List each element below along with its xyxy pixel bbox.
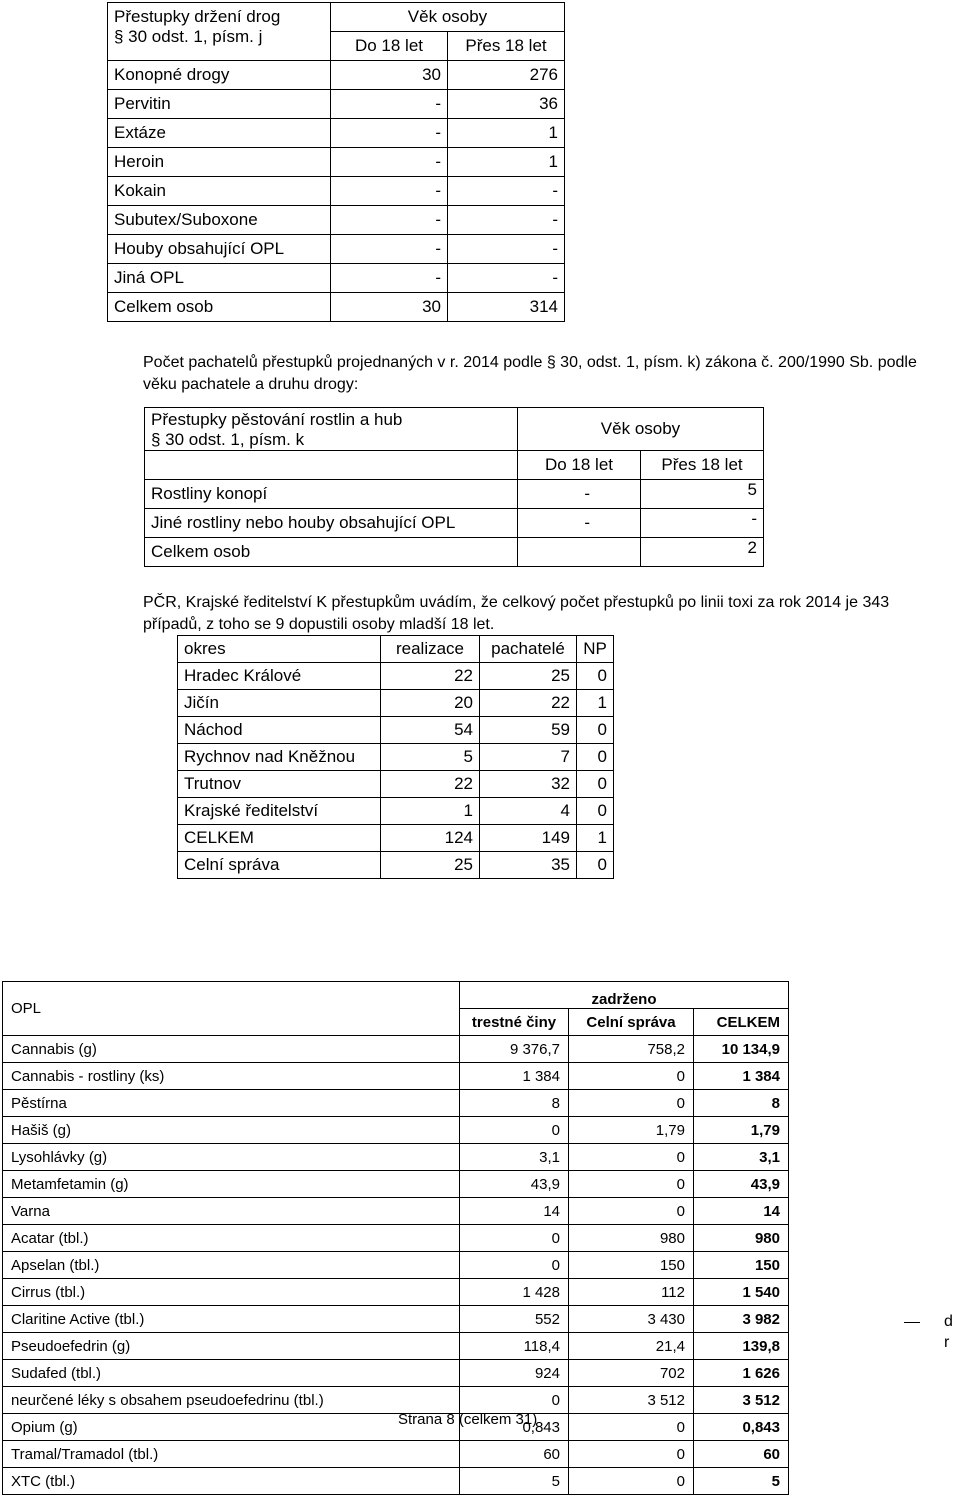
table-cell: 14	[460, 1198, 569, 1225]
row-label: Sudafed (tbl.)	[3, 1360, 460, 1387]
paragraph-police-note: PČR, Krajské ředitelství K přestupkům uvádím, že celkový počet přestupků po linii toxi za rok 2014 je 343 případů, z toho se 9 dopustili osoby mladší 18 let.	[143, 594, 890, 633]
table-cell: 43,9	[694, 1171, 789, 1198]
cell-over18: -	[448, 206, 565, 235]
cell-over18: 1	[448, 148, 565, 177]
table-row	[3, 1252, 789, 1279]
table-row	[3, 1360, 789, 1387]
table-row	[3, 1279, 789, 1306]
side-letter-r: r	[944, 1334, 950, 1351]
table-row	[178, 717, 614, 744]
table-row	[108, 206, 565, 235]
row-label: Konopné drogy	[108, 61, 331, 90]
cell-over18: 36	[448, 90, 565, 119]
table-cell: 3 982	[694, 1306, 789, 1333]
table-cell: 0,843	[460, 1414, 569, 1441]
table-row	[178, 825, 614, 852]
table-cell: 1,79	[569, 1117, 694, 1144]
cell-over18: 276	[448, 61, 565, 90]
table2-title: Přestupky pěstování rostlin a hub § 30 odst. 1, písm. k	[145, 408, 518, 451]
table-cell: 0,843	[694, 1414, 789, 1441]
table4-group-header: zadrženo	[460, 982, 789, 1009]
table-row	[3, 1225, 789, 1252]
table-row	[3, 1306, 789, 1333]
row-label: Jičín	[178, 690, 381, 717]
table-cell: 0	[569, 1198, 694, 1225]
table1-body	[108, 61, 565, 322]
table-cell: 1 626	[694, 1360, 789, 1387]
row-label: Houby obsahující OPL	[108, 235, 331, 264]
cell-under18: 30	[331, 61, 448, 90]
paragraph-cultivation-intro: Počet pachatelů přestupků projednaných v r. 2014 podle § 30, odst. 1, písm. k) zákona č. 200/1990 Sb. podle věku pachatele a druhu drogy:	[143, 354, 917, 393]
table-row	[3, 1090, 789, 1117]
table1-col-over18: Přes 18 let	[448, 32, 565, 61]
table-cell: 8	[694, 1090, 789, 1117]
cell-under18: -	[331, 177, 448, 206]
table-cell: 0	[460, 1117, 569, 1144]
table-cell: 758,2	[569, 1036, 694, 1063]
table-cell: 60	[460, 1441, 569, 1468]
table-cell: 0	[460, 1252, 569, 1279]
row-label: Tramal/Tramadol (tbl.)	[3, 1441, 460, 1468]
table-row	[3, 1441, 789, 1468]
table-row	[108, 264, 565, 293]
table-row	[3, 1171, 789, 1198]
table2-col-under18: Do 18 let	[518, 451, 641, 480]
table-cell: 54	[381, 717, 480, 744]
column-header: trestné činy	[460, 1009, 569, 1036]
table1-title: Přestupky držení drog § 30 odst. 1, písm. j	[108, 3, 331, 61]
column-header: pachatelé	[480, 636, 577, 663]
cell-over18: 2	[641, 538, 764, 567]
table-cell: 35	[480, 852, 577, 879]
table-cell: 0	[569, 1441, 694, 1468]
table-cell: 0	[460, 1225, 569, 1252]
table1-age-header: Věk osoby	[331, 3, 565, 32]
table-cell: 0	[569, 1144, 694, 1171]
district-table	[177, 635, 614, 879]
table-cell: 10 134,9	[694, 1036, 789, 1063]
table-row	[3, 1333, 789, 1360]
row-label: Cannabis (g)	[3, 1036, 460, 1063]
table-cell: 43,9	[460, 1171, 569, 1198]
table-cell: 1 428	[460, 1279, 569, 1306]
table-cell: 3 430	[569, 1306, 694, 1333]
row-label: Acatar (tbl.)	[3, 1225, 460, 1252]
table-cell: 5	[460, 1468, 569, 1495]
row-label: Celkem osob	[145, 538, 518, 567]
cell-under18: -	[518, 509, 641, 538]
table-cell: 1 384	[460, 1063, 569, 1090]
table-row	[145, 509, 764, 538]
table-row	[178, 771, 614, 798]
table-cell: 0	[569, 1063, 694, 1090]
table-cell: 702	[569, 1360, 694, 1387]
table-row	[3, 1117, 789, 1144]
row-label: Pervitin	[108, 90, 331, 119]
side-dash	[904, 1322, 920, 1323]
table-row	[3, 1387, 789, 1414]
page-footer: Strana 8 (celkem 31)	[398, 1411, 538, 1428]
table-row	[108, 235, 565, 264]
cell-under18	[518, 538, 641, 567]
table-row	[3, 1198, 789, 1225]
column-header: Celní správa	[569, 1009, 694, 1036]
table-cell: 60	[694, 1441, 789, 1468]
table-cell: 1	[381, 798, 480, 825]
seizure-table	[2, 981, 789, 1495]
table-cell: 14	[694, 1198, 789, 1225]
table-cell: 139,8	[694, 1333, 789, 1360]
table-cell: 924	[460, 1360, 569, 1387]
cell-under18: 30	[331, 293, 448, 322]
table-row	[178, 744, 614, 771]
table-row	[178, 690, 614, 717]
drug-possession-table	[107, 2, 565, 322]
table-cell: 0	[577, 744, 614, 771]
table2-body	[145, 480, 764, 567]
row-label: Krajské ředitelství	[178, 798, 381, 825]
table-cell: 0	[460, 1387, 569, 1414]
table-cell: 149	[480, 825, 577, 852]
table-cell: 9 376,7	[460, 1036, 569, 1063]
table-cell: 0	[577, 771, 614, 798]
row-label: Jiná OPL	[108, 264, 331, 293]
cell-under18: -	[331, 119, 448, 148]
cell-under18: -	[331, 235, 448, 264]
table-row	[108, 148, 565, 177]
column-header: okres	[178, 636, 381, 663]
table-cell: 59	[480, 717, 577, 744]
table-cell: 3 512	[569, 1387, 694, 1414]
row-label: Claritine Active (tbl.)	[3, 1306, 460, 1333]
table1-col-under18: Do 18 let	[331, 32, 448, 61]
table-cell: 112	[569, 1279, 694, 1306]
column-header: realizace	[381, 636, 480, 663]
table-cell: 0	[577, 663, 614, 690]
table2-empty-cell	[145, 451, 518, 480]
cell-over18: 5	[641, 480, 764, 509]
row-label: Celkem osob	[108, 293, 331, 322]
cell-over18: -	[448, 177, 565, 206]
table-row	[108, 90, 565, 119]
table-cell: 150	[569, 1252, 694, 1279]
row-label: Trutnov	[178, 771, 381, 798]
row-label: Pseudoefedrin (g)	[3, 1333, 460, 1360]
table-cell: 0	[577, 852, 614, 879]
row-label: Subutex/Suboxone	[108, 206, 331, 235]
cultivation-table	[144, 407, 764, 567]
table-row	[178, 852, 614, 879]
table-cell: 5	[381, 744, 480, 771]
row-label: Cirrus (tbl.)	[3, 1279, 460, 1306]
cell-over18: 1	[448, 119, 565, 148]
table-cell: 0	[569, 1414, 694, 1441]
table-cell: 118,4	[460, 1333, 569, 1360]
row-label: Apselan (tbl.)	[3, 1252, 460, 1279]
table-row	[3, 1468, 789, 1495]
table4-body	[3, 1036, 789, 1495]
row-label: Extáze	[108, 119, 331, 148]
table-cell: 8	[460, 1090, 569, 1117]
table2-col-over18: Přes 18 let	[641, 451, 764, 480]
table-cell: 25	[381, 852, 480, 879]
table-row	[108, 119, 565, 148]
row-label: Rychnov nad Kněžnou	[178, 744, 381, 771]
table-cell: 22	[381, 771, 480, 798]
table-cell: 5	[694, 1468, 789, 1495]
table-cell: 0	[569, 1468, 694, 1495]
row-label: CELKEM	[178, 825, 381, 852]
side-letter-d: d	[944, 1313, 953, 1330]
table-cell: 22	[480, 690, 577, 717]
table-cell: 1	[577, 825, 614, 852]
table-cell: 1 384	[694, 1063, 789, 1090]
cell-under18: -	[331, 148, 448, 177]
row-label: Pěstírna	[3, 1090, 460, 1117]
table4-opl-header: OPL	[3, 982, 460, 1036]
row-label: Heroin	[108, 148, 331, 177]
row-label: XTC (tbl.)	[3, 1468, 460, 1495]
cell-under18: -	[331, 264, 448, 293]
table-cell: 1 540	[694, 1279, 789, 1306]
table-cell: 552	[460, 1306, 569, 1333]
row-label: Kokain	[108, 177, 331, 206]
table-row	[108, 177, 565, 206]
cell-under18: -	[518, 480, 641, 509]
table-cell: 3 512	[694, 1387, 789, 1414]
table-row	[178, 798, 614, 825]
table3-header-row	[178, 636, 614, 663]
table-cell: 32	[480, 771, 577, 798]
table-row	[3, 1144, 789, 1171]
column-header: NP	[577, 636, 614, 663]
table-cell: 980	[694, 1225, 789, 1252]
table-row	[3, 1036, 789, 1063]
table-cell: 4	[480, 798, 577, 825]
table-row	[145, 538, 764, 567]
table-cell: 3,1	[694, 1144, 789, 1171]
cell-over18: -	[448, 235, 565, 264]
table-cell: 0	[569, 1171, 694, 1198]
row-label: Varna	[3, 1198, 460, 1225]
table-cell: 3,1	[460, 1144, 569, 1171]
table-cell: 0	[577, 798, 614, 825]
row-label: Rostliny konopí	[145, 480, 518, 509]
column-header: CELKEM	[694, 1009, 789, 1036]
table-cell: 0	[577, 717, 614, 744]
row-label: Náchod	[178, 717, 381, 744]
row-label: Metamfetamin (g)	[3, 1171, 460, 1198]
table3-body	[178, 663, 614, 879]
row-label: Hradec Králové	[178, 663, 381, 690]
cell-over18: 314	[448, 293, 565, 322]
table-cell: 124	[381, 825, 480, 852]
cell-over18: -	[641, 509, 764, 538]
table-cell: 21,4	[569, 1333, 694, 1360]
row-label: Opium (g)	[3, 1414, 460, 1441]
table-cell: 22	[381, 663, 480, 690]
table-row	[108, 61, 565, 90]
table-row	[108, 293, 565, 322]
table-cell: 150	[694, 1252, 789, 1279]
table-row	[3, 1414, 789, 1441]
table-cell: 980	[569, 1225, 694, 1252]
table-cell: 1	[577, 690, 614, 717]
table-cell: 25	[480, 663, 577, 690]
row-label: Cannabis - rostliny (ks)	[3, 1063, 460, 1090]
table-row	[178, 663, 614, 690]
cell-over18: -	[448, 264, 565, 293]
row-label: Jiné rostliny nebo houby obsahující OPL	[145, 509, 518, 538]
row-label: Celní správa	[178, 852, 381, 879]
table-cell: 20	[381, 690, 480, 717]
cell-under18: -	[331, 206, 448, 235]
table-cell: 7	[480, 744, 577, 771]
table-cell: 0	[569, 1090, 694, 1117]
table-row	[3, 1063, 789, 1090]
row-label: Lysohlávky (g)	[3, 1144, 460, 1171]
table-cell: 1,79	[694, 1117, 789, 1144]
table-row	[145, 480, 764, 509]
table2-age-header: Věk osoby	[518, 408, 764, 451]
row-label: neurčené léky s obsahem pseudoefedrinu (tbl.)	[3, 1387, 460, 1414]
row-label: Hašiš (g)	[3, 1117, 460, 1144]
cell-under18: -	[331, 90, 448, 119]
